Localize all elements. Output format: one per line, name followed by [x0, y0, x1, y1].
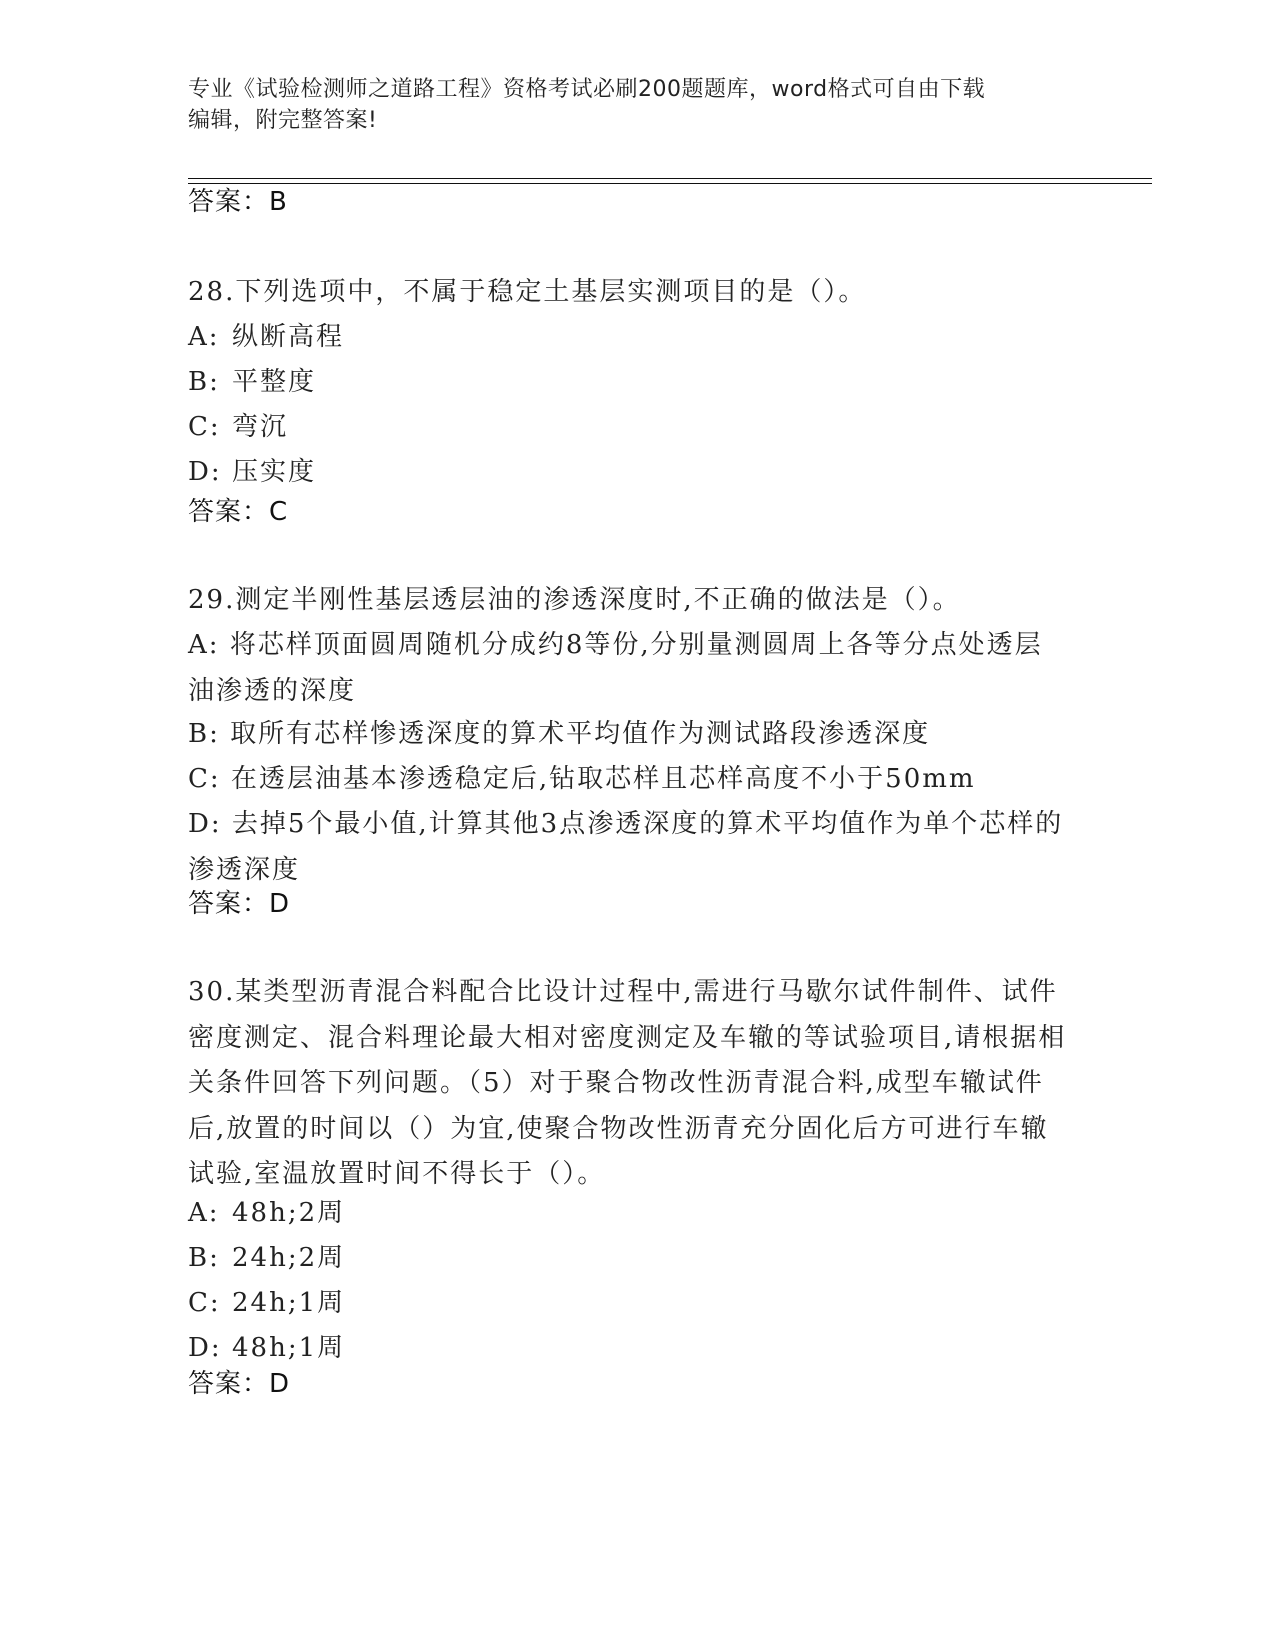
header-divider-bottom — [188, 183, 1152, 184]
option-c — [188, 1281, 1068, 1327]
option-d — [188, 450, 1068, 496]
option-text: 将芯样顶面圆周随机分成约8等份,分别量测圆周上各等分点处透层油渗透的深度 — [188, 630, 1043, 706]
option-letter: B: — [188, 719, 220, 749]
option-a — [188, 623, 1068, 714]
option-b — [188, 360, 1068, 406]
option-letter: C: — [188, 764, 221, 794]
answer-line: 答案：D — [188, 1369, 291, 1399]
option-letter: A: — [188, 322, 220, 352]
header-line-2: 编辑，附完整答案! — [188, 108, 378, 133]
option-a — [188, 315, 1068, 361]
option-d — [188, 1326, 1068, 1372]
option-letter: A: — [188, 630, 220, 660]
option-c — [188, 757, 1068, 803]
question-stem: 30.某类型沥青混合料配合比设计过程中,需进行马歇尔试件制件、试件密度测定、混合料理论最大相对密度测定及车辙的等试验项目,请根据相关条件回答下列问题。（5）对于聚合物改性沥青混合料,成型车辙试件后,放置的时间以（）为宜,使聚合物改性沥青充分固化后方可进行车辙试验,室温放置时间不得长于（）。 — [188, 977, 1067, 1189]
option-a — [188, 1191, 1068, 1237]
option-d — [188, 802, 1068, 893]
answer-line: 答案：D — [188, 889, 291, 919]
option-letter: D: — [188, 809, 222, 839]
option-letter: A: — [188, 1198, 220, 1228]
option-text: 纵断高程 — [232, 322, 345, 352]
option-text: 在透层油基本渗透稳定后,钻取芯样且芯样高度不小于50mm — [230, 764, 976, 794]
option-c — [188, 405, 1068, 451]
option-letter: C: — [188, 412, 221, 442]
option-b — [188, 712, 1068, 758]
question-stem: 28.下列选项中，不属于稳定土基层实测项目的是（）。 — [188, 277, 867, 307]
option-text: 24h;2周 — [232, 1243, 346, 1273]
header-line-1: 专业《试验检测师之道路工程》资格考试必刷200题题库，word格式可自由下载 — [188, 77, 986, 102]
option-letter: D: — [188, 457, 222, 487]
option-text: 平整度 — [232, 367, 317, 397]
option-text: 取所有芯样惨透深度的算术平均值作为测试路段渗透深度 — [230, 719, 931, 749]
option-letter: B: — [188, 1243, 220, 1273]
answer-line: 答案：C — [188, 497, 289, 527]
option-text: 24h;1周 — [232, 1288, 346, 1318]
option-text: 48h;2周 — [232, 1198, 346, 1228]
option-letter: C: — [188, 1288, 221, 1318]
option-letter: D: — [188, 1333, 222, 1363]
document-header — [188, 74, 1088, 136]
header-divider-top — [188, 178, 1152, 179]
option-b — [188, 1236, 1068, 1282]
option-text: 去掉5个最小值,计算其他3点渗透深度的算术平均值作为单个芯样的渗透深度 — [188, 809, 1064, 885]
option-text: 弯沉 — [232, 412, 289, 442]
option-text: 48h;1周 — [232, 1333, 346, 1363]
answer-line: 答案：B — [188, 187, 288, 217]
question-stem: 29.测定半刚性基层透层油的渗透深度时,不正确的做法是（）。 — [188, 585, 961, 615]
option-letter: B: — [188, 367, 220, 397]
option-text: 压实度 — [232, 457, 317, 487]
